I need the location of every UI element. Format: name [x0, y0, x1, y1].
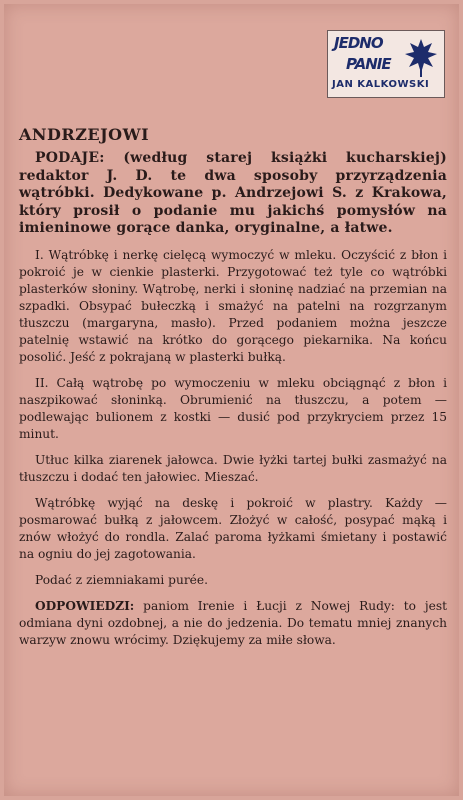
recipe-paragraph: Wątróbkę wyjąć na deskę i pokroić w plastry. Każdy — posmarować bułką z jałowcem. Złożyć w całość, posypać mąką i znów włożyć do rondla. Zalać paroma łyżkami śmietany i postawić na ogniu do jej zagotowania. [19, 495, 447, 561]
intro-text: (według starej książki kucharskiej) redaktor J. D. te dwa sposoby przyrządzenia wątróbki. Dedykowane p. Andrzejowi S. z Krakowa, który prosił o podanie mu jakichś pomysłów na imieninowe gorące danka, oryginalne, a łatwe. [19, 150, 447, 236]
recipe-paragraph: Podać z ziemniakami purée. [35, 572, 208, 587]
answers-lead: ODPOWIEDZI: [35, 598, 135, 613]
article-heading: ANDRZEJOWI [19, 125, 150, 144]
logo-line2: PANIE [346, 55, 391, 73]
intro-lead: PODAJE: [35, 150, 105, 166]
article-body [19, 150, 447, 658]
column-logo [327, 30, 445, 98]
logo-line1: JEDNO [334, 34, 383, 52]
recipe-paragraph: I. Wątróbkę i nerkę cielęcą wymoczyć w mleku. Oczyścić z błon i pokroić je w cienkie plasterki. Przygotować też tyle co wątróbki plasterków słoniny. Wątrobę, nerki i słoninę nadziać na przemian na szpadki. Obsypać bułeczką i smażyć na patelni na rozgrzanym tłuszczu (margaryna, masło). Przed podaniem można jeszcze patelnię wstawić na krótko do gorącego piekarnika. Na końcu posolić. Jeść z pokrajaną w plasterki bułką. [19, 247, 447, 364]
answers-paragraph [19, 598, 447, 649]
intro-paragraph [19, 150, 447, 238]
recipe-paragraph: Utłuc kilka ziarenek jałowca. Dwie łyżki tartej bułki zasmażyć na tłuszczu i dodać ten jałowiec. Mieszać. [19, 452, 447, 484]
recipe-paragraph: II. Całą wątrobę po wymoczeniu w mleku obciągnąć z błon i naszpikować słoninką. Obrumienić na tłuszczu, a potem — podlewając bulionem z kostki — dusić pod przykryciem przez 15 minut. [19, 375, 447, 441]
logo-author: JAN KALKOWSKI [332, 79, 430, 90]
answers-text: paniom Irenie i Łucji z Nowej Rudy: to jest odmiana dyni ozdobnej, a nie do jedzenia. Do tematu mniej znanych warzyw znowu wrócimy. Dziękujemy za miłe słowa. [19, 598, 447, 647]
leaf-icon [404, 37, 438, 77]
